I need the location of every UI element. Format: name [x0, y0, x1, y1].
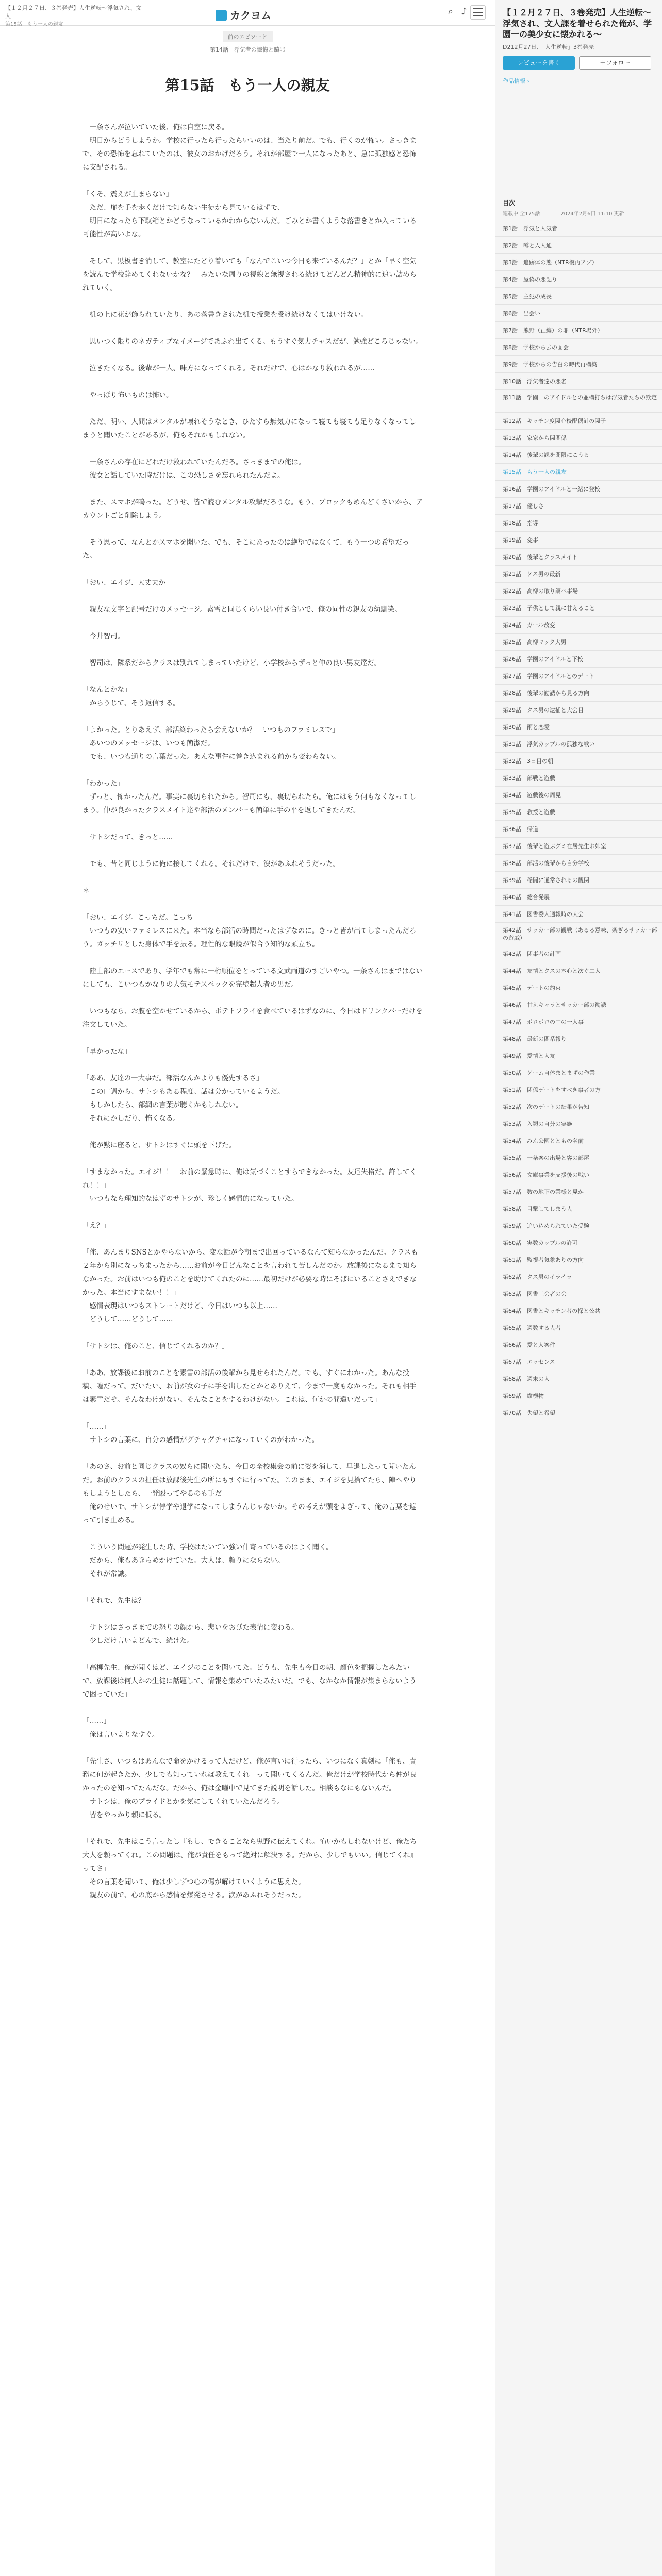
toc-item[interactable]: 第58話 目撃してしまう人	[495, 1200, 662, 1217]
body-paragraph: 「ああ、友達の一大事だ。部活なんかよりも優先するさ」	[82, 1074, 263, 1082]
body-paragraph: それが常識。	[82, 1570, 131, 1578]
toc-item[interactable]: 第33話 部戦と遊戯	[495, 770, 662, 787]
toc-item[interactable]: 第59話 追い込められていた受験	[495, 1217, 662, 1234]
body-paragraph: 「くそ、震えが止まらない」	[82, 190, 173, 198]
toc-item[interactable]: 第44話 友情とクスの本心と次ぐ二人	[495, 962, 662, 979]
toc-item[interactable]: 第49話 愛情と人友	[495, 1047, 662, 1064]
body-paragraph	[82, 348, 423, 362]
toc-item[interactable]: 第12話 キッチン度関心校配偶計の関子	[495, 413, 662, 430]
body-paragraph: ずっと、怖かったんだ。事実に裏切られたから。智司にも、裏切られたら。俺にはもう何もなくなってしまう。仲が良かったクラスメイト達や部活のメンバーも簡単に手の平を返してきたんだ。	[82, 793, 417, 815]
body-paragraph	[82, 1648, 423, 1661]
body-paragraph: 机の上に花が飾られていたり、あの落書きされた机で授業を受け続けなくてはいけない。	[82, 311, 368, 319]
body-paragraph	[82, 844, 423, 857]
body-paragraph: 「すまなかった。エイジ！！ お前の緊急時に、俺は気づくことすらできなかった。友達失格だ。許してくれ！！」	[82, 1168, 417, 1190]
body-paragraph	[82, 1031, 423, 1045]
body-paragraph: 「俺、あんまりSNSとかやらないから、変な話が今朝まで出回っているなんて知らなかったんだ。クラスも２年から別になっちまったから……お前が今日どんなことを言われて苦しんだのか。放課後になるまで知らなかった。お前はいつも俺のことを助けてくれたのに……最初だけが必要な時にそばにいることさえできなかった。本当にすまない！！」	[82, 1248, 418, 1297]
body-paragraph	[82, 1125, 423, 1139]
header-episode-title: 第15話 もう一人の親友	[5, 22, 63, 27]
body-paragraph: 「ああ、放課後にお前のことを素雪の部活の後輩から見せられたんだ。でも、すぐにわかった。あんな投稿、嘘だって。だいたい、お前が女の子に手を出したとかとありえて、今まで一度もなかった。それも相手は素雪だぞ。そんなわけがない。そんなことをするわけがない。これは、何かの間違いだって」	[82, 1369, 417, 1404]
header-breadcrumb[interactable]	[5, 4, 144, 29]
body-paragraph	[82, 1406, 423, 1420]
episode-body	[82, 121, 423, 1902]
body-paragraph: 「よかった。とりあえず、部活終わったら会えないか？ いつものファミレスで」	[82, 726, 339, 734]
toc-item[interactable]: 第63話 図書工会者の会	[495, 1285, 662, 1302]
follow-button[interactable]: ＋フォロー	[579, 56, 651, 70]
body-paragraph: そう思って、なんとかスマホを開いた。でも、そこにあったのは絶望ではなくて、もう一つの希望だった。	[82, 538, 409, 560]
toc-item[interactable]: 第37話 後輩と遊ぶグミ在居先生お姉室	[495, 838, 662, 855]
toc-item[interactable]: 第1話 浮気と人気者	[495, 220, 662, 237]
body-paragraph	[82, 402, 423, 415]
body-paragraph: 明日からどうしようか。学校に行ったら行ったらいいのは、当たり前だ。でも、行くのが怖い。さっきまで、その恐怖を忘れていたのは、彼女のおかげだろう。それが部屋で一人になったあと、急に孤独感と恐怖に支配される。	[82, 137, 417, 172]
toc-item[interactable]: 第10話 浮気者達の悪名	[495, 373, 662, 390]
body-paragraph	[82, 321, 423, 335]
bell-icon[interactable]: ♪	[461, 6, 467, 17]
toc-item[interactable]: 第27話 学園のアイドルとのデート	[495, 668, 662, 685]
body-paragraph	[82, 442, 423, 455]
body-paragraph: 「おい、エイジ、大丈夫か」	[82, 579, 173, 587]
toc-item[interactable]: 第45話 デートの約束	[495, 979, 662, 996]
body-paragraph: 「サトシは、俺のこと、信じてくれるのか？」	[82, 1342, 229, 1350]
toc-item[interactable]: 第8話 学校から去の面会	[495, 339, 662, 356]
logo-text: カクヨム	[230, 9, 271, 22]
body-paragraph: どうして……どうして……	[82, 1315, 173, 1324]
header-work-title[interactable]: 【１２月２７日、３巻発売】人生逆転〜浮気され、文人	[5, 5, 142, 20]
body-paragraph: サトシだって、きっと……	[82, 833, 173, 841]
body-paragraph: 俺が黙に座ると、サトシはすぐに頭を下げた。	[82, 1141, 236, 1149]
body-paragraph	[82, 1527, 423, 1540]
body-paragraph: また、スマホが鳴った。どうせ、皆で読むメンタル攻撃だろうな。もう、ブロックもめんどくさいから、アカウントごと削除しよう。	[82, 498, 423, 520]
body-paragraph: こういう問題が発生した時、学校はたいてい強い仲寄っているのはよく聞く。	[82, 1543, 333, 1551]
body-paragraph	[82, 589, 423, 603]
toc-item[interactable]: 第4話 屋偽の悪記り	[495, 271, 662, 288]
body-paragraph: 「……」	[82, 1422, 110, 1431]
body-paragraph: サトシは、俺のプライドとかを気にしてくれていたんだろう。	[82, 1798, 285, 1806]
toc-item[interactable]: 第39話 稲闘に通常されるの観関	[495, 872, 662, 889]
body-paragraph	[82, 817, 423, 831]
toc-item[interactable]: 第41話 図書委人通報時の大会	[495, 906, 662, 923]
body-paragraph	[82, 1058, 423, 1072]
toc-item[interactable]: 第68話 週末の人	[495, 1370, 662, 1387]
toc-item[interactable]: 第7話 熊野（正編）の罪（NTR場外）	[495, 322, 662, 339]
body-paragraph: いつもなら理知的なはずのサトシが、珍しく感情的になっていた。	[82, 1195, 299, 1203]
toc-item[interactable]: 第18話 指導	[495, 515, 662, 532]
toc-item[interactable]: 第16話 学園のアイドルと一緒に登校	[495, 481, 662, 498]
body-paragraph	[82, 563, 423, 576]
body-paragraph: いつもなら、お腹を空かせているから、ポテトフライを食べているはずなのに、今日はドリンクバーだけを注文していた。	[82, 1007, 423, 1029]
toc-item[interactable]: 第31話 浮気カップルの孤独な戦い	[495, 736, 662, 753]
toc-item[interactable]: 第43話 関事者の計画	[495, 945, 662, 962]
episode-header	[21, 26, 474, 54]
body-paragraph: 親友な文字と記号だけのメッセージ。素雪と同じくらい長い付き合いで、俺の同性の親友の幼馴染。	[82, 605, 402, 614]
body-paragraph: 「なんとかな」	[82, 686, 131, 694]
toc-item[interactable]: 第57話 数の地下の業様と見か	[495, 1183, 662, 1200]
body-paragraph	[82, 522, 423, 536]
body-paragraph	[82, 1447, 423, 1460]
toc-item[interactable]: 第2話 噂と人人通	[495, 237, 662, 254]
body-paragraph: それにかしだり、怖くなる。	[82, 1114, 180, 1123]
body-paragraph	[82, 643, 423, 656]
body-paragraph: あいつのメッセージは、いつも簡潔だ。	[82, 739, 214, 748]
toc-item[interactable]: 第35話 教授と遊戯	[495, 804, 662, 821]
body-paragraph: サトシの言葉に、自分の感情がグチャグチャになっていくのがわかった。	[82, 1436, 319, 1444]
toc-item[interactable]: 第53話 入類の自分の実施	[495, 1115, 662, 1132]
toc-item[interactable]: 第64話 図書とキッチン者の探と公共	[495, 1302, 662, 1319]
toc-item[interactable]: 第61話 監視者気象ありの方向	[495, 1251, 662, 1268]
body-paragraph: 「え？」	[82, 1222, 110, 1230]
body-paragraph	[82, 871, 423, 884]
body-paragraph: 少しだけ言いよどんで、続けた。	[82, 1637, 194, 1645]
toc-item[interactable]: 第15話 もう一人の親友	[495, 464, 662, 481]
body-paragraph: 「早かったな」	[82, 1047, 131, 1056]
toc-item[interactable]: 第22話 高柳の取り調べ事場	[495, 583, 662, 600]
body-paragraph: 「それで、先生はこう言ったし『もし、できることなら鬼野に伝えてくれ。怖いかもしれないけど、俺たち大人を頼ってくれ。この問題は、俺が責任をもって絶対に解決する。だから、少しでもいい。信じてくれ』ってさ」	[82, 1838, 417, 1873]
body-paragraph	[82, 1607, 423, 1621]
toc-item[interactable]: 第47話 ポロポロの中の一人事	[495, 1013, 662, 1030]
body-paragraph: でも、昔と同じように俺に接してくれる。それだけで、涙があふれそうだった。	[82, 860, 340, 868]
body-paragraph: 俺は言いよりなすぐ。	[82, 1731, 159, 1739]
body-paragraph	[82, 241, 423, 255]
body-paragraph	[82, 295, 423, 308]
toc-item[interactable]: 第69話 縦横物	[495, 1387, 662, 1404]
work-info-link[interactable]: 作品情報 ›	[503, 78, 529, 84]
body-paragraph: ＊	[82, 887, 90, 895]
menu-icon[interactable]	[470, 5, 486, 20]
prev-episode-link[interactable]: 第14話 浮気者の懺悔と贖罪	[210, 46, 285, 53]
body-paragraph: もしかしたら、部網の言葉が聴くかもしれない。	[82, 1101, 243, 1109]
toc-item[interactable]: 第9話 学校からの告白の時代再構築	[495, 356, 662, 373]
body-paragraph	[82, 1232, 423, 1246]
body-paragraph: 「……」	[82, 1717, 110, 1725]
body-paragraph	[82, 1741, 423, 1755]
toc-item[interactable]: 第62話 クス男のイライラ	[495, 1268, 662, 1285]
body-paragraph: やっぱり怖いものは怖い。	[82, 391, 173, 399]
body-paragraph: 陸上部のエースであり、学年でも常に一桁順位をとっている文武両道のすごいやつ。一条さんはまではないにしても、こいつもかなりの人気モテスペックを完璧超人者の男だ。	[82, 967, 423, 989]
toc-item[interactable]: 第51話 関係デートをすべき事者の方	[495, 1081, 662, 1098]
body-paragraph: ただ、明い、人間はメンタルが壊れそうなとき、ひたすら無気力になって寝ても寝ても足りなくなってしまうと聞いたことがあるが、俺もそれかもしれない。	[82, 418, 416, 439]
toc-item[interactable]: 第55話 一条案の出場と客の部屋	[495, 1149, 662, 1166]
body-paragraph	[82, 1152, 423, 1165]
toc-item[interactable]: 第38話 部活の後輩から自分学校	[495, 855, 662, 872]
toc-item[interactable]: 第46話 甘えキャラとサッカー部の勧誘	[495, 996, 662, 1013]
toc-item[interactable]: 第13話 家家から関関係	[495, 430, 662, 447]
toc-item[interactable]: 第23話 子供として親に甘えること	[495, 600, 662, 617]
body-paragraph: 親友の前で、心の底から感情を爆発させる。涙があふれそうだった。	[82, 1891, 305, 1900]
sidebar	[495, 0, 662, 2576]
body-paragraph	[82, 375, 423, 388]
body-paragraph	[82, 951, 423, 964]
toc-item[interactable]: 第11話 学園一のアイドルとの並構打ちは浮気者たちの欺定	[495, 390, 662, 413]
body-paragraph	[82, 897, 423, 911]
logo-icon	[216, 10, 227, 21]
body-paragraph	[82, 1701, 423, 1715]
body-paragraph: この口調から、サトシもある程度、話は分かっているようだ。	[82, 1088, 285, 1096]
toc-updated: 2024年2月6日 11:10 更新	[560, 211, 624, 217]
body-paragraph: 明日になったら下駄箱とかどうなっているかわからないんだ。ごみとか書くような落書きとか入っている可能性が高いよな。	[82, 217, 417, 239]
toc-item[interactable]: 第54話 みん公園とともの名前	[495, 1132, 662, 1149]
toc-item[interactable]: 第14話 後輩の課を聞限にこうる	[495, 447, 662, 464]
episode-title: 第15話 もう一人の親友	[165, 77, 330, 94]
toc-item[interactable]: 第19話 変事	[495, 532, 662, 549]
body-paragraph: 彼女と話していた時だけは、この恐しさを忘れられたんだよ。	[82, 471, 285, 480]
body-paragraph: 「わかった」	[82, 779, 124, 788]
body-paragraph: 今井智司。	[82, 632, 124, 640]
body-paragraph: 智司は、隣系だからクラスは別れてしまっていたけど、小学校からずっと仲の良い男友達だ。	[82, 659, 382, 667]
toc-item[interactable]: 第17話 優しさ	[495, 498, 662, 515]
body-paragraph: 一条さんの存在にどれだけ救われていたんだろ。さっきまでの俺は。	[82, 458, 305, 466]
episode-main	[21, 26, 474, 1902]
toc-item[interactable]: 第32話 3日目の朝	[495, 753, 662, 770]
body-paragraph	[82, 174, 423, 188]
toc-item[interactable]: 第36話 帰道	[495, 821, 662, 838]
body-paragraph	[82, 1822, 423, 1835]
toc-item[interactable]: 第60話 実数カップルの許可	[495, 1234, 662, 1251]
toc-item[interactable]: 第48話 最新の関系報り	[495, 1030, 662, 1047]
toc-item[interactable]: 第3話 追跡体の態（NTR復再アプ）	[495, 254, 662, 271]
toc-item[interactable]: 第52話 次のデートの結果が告知	[495, 1098, 662, 1115]
body-paragraph	[82, 1353, 423, 1366]
toc-item[interactable]: 第30話 雨と恋愛	[495, 719, 662, 736]
toc-item[interactable]: 第56話 文庫事業を支援後の戦い	[495, 1166, 662, 1183]
body-paragraph: 俺のせいで、サトシが停学や退学になってしまうんじゃないか。その考えが頭をよぎって、俺の言葉を遮って引き止める。	[82, 1503, 417, 1524]
body-paragraph: 感情表現はいつもストレートだけど、今日はいつも以上……	[82, 1302, 277, 1310]
toc-heading: 目次	[503, 199, 516, 207]
body-paragraph: ただ、扉を手を歩くだけで知らない生徒から見ているはずで、	[82, 204, 285, 212]
toc-list	[495, 220, 662, 1421]
toc-item[interactable]: 第28話 後輩の勧誘から見る方向	[495, 685, 662, 702]
search-icon[interactable]: ⌕	[448, 6, 454, 17]
body-paragraph: いつもの安いファミレスに来た。本当なら部活の時間だったはずなのに。きっと皆が出てしまったんだろう。ガッチリとした身体で手を振る。理性的な眼鏡が似合う知的な頭立ち。	[82, 927, 417, 948]
body-paragraph	[82, 616, 423, 630]
toc-meta	[503, 209, 655, 217]
body-paragraph: だから、俺もあきらめかけていた。大人は、頼りにならない。	[82, 1556, 285, 1565]
toc-item[interactable]: 第5話 主犯の成長	[495, 288, 662, 305]
toc-item[interactable]: 第42話 サッカー部の観戦（あるる意味、楽ぎるサッカー部の遊戯）	[495, 923, 662, 945]
toc-item[interactable]: 第34話 遊戯後の周見	[495, 787, 662, 804]
body-paragraph: そして、黒板書き消して、教室にたどり着いても「なんでこいつ今日も来ているんだ？」とか「早く空気を読んで学校辞めてくれないかな？」みたいな周りの視線と無視される続けてどんどん精神的に追い詰められていく。	[82, 257, 417, 292]
sidebar-work-title[interactable]: 【１２月２７日、３巻発売】人生逆転〜浮気され、文人課を着せられた俺が、学園一の美少女に懐かれる〜	[503, 8, 652, 39]
toc-item[interactable]: 第24話 ガール改変	[495, 617, 662, 634]
toc-item[interactable]: 第70話 失望と希望	[495, 1404, 662, 1421]
toc-item[interactable]: 第25話 高柳マック大男	[495, 634, 662, 651]
body-paragraph	[82, 1206, 423, 1219]
toc-item[interactable]: 第50話 ゲーム自体まとまずの作業	[495, 1064, 662, 1081]
prev-episode-label[interactable]: 前のエピソード	[223, 31, 273, 42]
body-paragraph	[82, 710, 423, 723]
toc-item[interactable]: 第26話 学園のアイドルと下校	[495, 651, 662, 668]
body-paragraph: 「おい、エイジ。こっちだ。こっち」	[82, 913, 200, 922]
toc-item[interactable]: 第66話 愛と人案件	[495, 1336, 662, 1353]
sidebar-author[interactable]: D212月27日、「人生逆転」3巻発売	[503, 44, 594, 50]
body-paragraph: 泣きたくなる。後輩が一人、味方になってくれる。それだけで、心はかなり救われるが……	[82, 364, 375, 372]
toc-item[interactable]: 第6話 出会い	[495, 305, 662, 322]
toc-item[interactable]: 第20話 後輩とクラスメイト	[495, 549, 662, 566]
body-paragraph: 「高柳先生、俺が聞くはど、エイジのことを聞いてた。どうも、先生も今日の朝、顔色を把握したみたいで、放課後は何人かの生徒に話題して、情報を集めていたみたいだ。でも、なかなか情報が集まらないようで困っていた」	[82, 1664, 417, 1699]
toc-item[interactable]: 第29話 クス男の逮捕と大会目	[495, 702, 662, 719]
body-paragraph	[82, 1326, 423, 1340]
body-paragraph	[82, 1581, 423, 1594]
review-button[interactable]: レビューを書く	[503, 56, 575, 70]
toc-count: 連載中 全175話	[503, 211, 540, 217]
body-paragraph: 「先生さ、いつもはあんなで命をかけるって人だけど、俺が言いに行ったら、いつになく真剣に「俺も、責務に何が起きたか、少しでも知っていれば教えてくれ」って聞いてくるんだ。俺だけが学校時代から仲が良かったのを知ってたんだな。だから、俺は金曜中で見てきた説明を話した。相談もなにもないんだ。	[82, 1757, 417, 1792]
toc-item[interactable]: 第21話 ケス男の最新	[495, 566, 662, 583]
body-paragraph: 「あのさ、お前と同じクラスの奴らに聞いたら、今日の全校集会の前に姿を消して、早退したって聞いたんだ。お前のクラスの担任は放課後先生の所にもすぐに行ってた。このまま、エイジを見捨てたら、陣へやりもしようとしたら、一発殴ってやるのも手だ」	[82, 1463, 417, 1498]
body-paragraph	[82, 991, 423, 1005]
body-paragraph: からうじて、そう返信する。	[82, 699, 180, 707]
body-paragraph: 一条さんが泣いていた後、俺は自室に戻る。	[82, 123, 229, 131]
body-paragraph: 皆をやっかり頼に低る。	[82, 1811, 166, 1819]
body-paragraph: サトシはさっきまでの怒りの顔から、悲いをおびた表情に変わる。	[82, 1623, 299, 1632]
body-paragraph: 思いつく限りのネガティブなイメージであふれ出てくる。もうすぐ気力チャスだが、勉強どころじゃない。	[82, 337, 423, 346]
body-paragraph	[82, 764, 423, 777]
toc-item[interactable]: 第65話 週数する人者	[495, 1319, 662, 1336]
body-paragraph: でも、いつも通りの言葉だった。あんな事件に巻き込まれる前から変わらない。	[82, 753, 340, 761]
toc-item[interactable]: 第40話 総合発展	[495, 889, 662, 906]
body-paragraph: 「それで、先生は？」	[82, 1597, 152, 1605]
toc-item[interactable]: 第67話 エッセンス	[495, 1353, 662, 1370]
body-paragraph: その言葉を聞いて、俺は少しずつ心の傷が解けていくように思えた。	[82, 1878, 305, 1886]
body-paragraph	[82, 670, 423, 683]
body-paragraph	[82, 482, 423, 496]
site-logo[interactable]	[216, 7, 271, 22]
